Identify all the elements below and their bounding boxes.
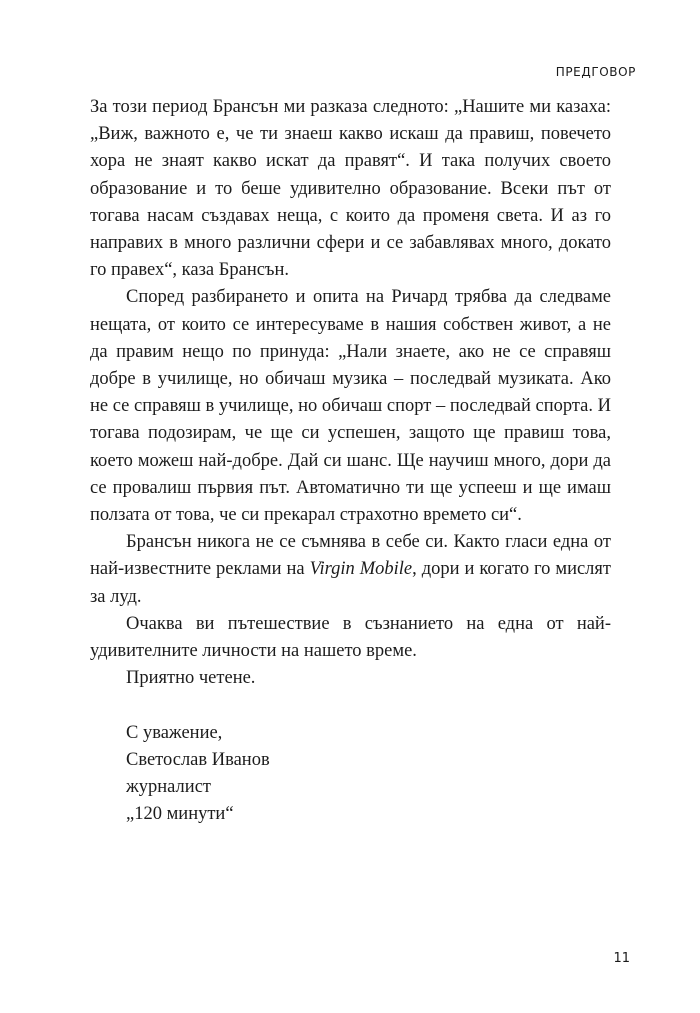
paragraph: Приятно четене. xyxy=(126,668,256,689)
paragraph: За този период Брансън ми разказа следното: „Нашите ми казаха: „Виж, важното е, че ти знаеш какво искаш да правиш, повечето хора не знаят какво искат да правят“. И така получих своето образование и то беше удивително образование. Всеки път от тогава насам създавах неща, с които да променя света. И аз го направих в много различни сфери и се забавлявах много, докато го правех“, каза Брансън. xyxy=(90,97,611,281)
paragraph: Очаква ви пътешествие в съзнанието на една от най-удивителните личности на нашето време. xyxy=(90,613,611,662)
signature-name: Светослав Иванов xyxy=(126,749,270,770)
paragraph: Според разбирането и опита на Ричард трябва да следваме нещата, от които се интересуваме в нашия собствен живот, а не да правим нещо по принуда: „Нали знаете, ако не се справяш добре в училище, но обичаш музика – последвай музиката. Ако не се справяш в училище, но обичаш спорт – последвай спорта. И тогава подозирам, че ще си успешен, защото ще правиш това, което можеш най-добре. Дай си шанс. Ще научиш много, дори да се провалиш първия път. Автоматично ти ще успееш и ще имаш ползата от това, че си прекарал страхотно времето си“. xyxy=(90,287,611,526)
paragraph-text: , дори и когато го мислят за луд. xyxy=(90,559,612,607)
brand-name: Virgin Mobile xyxy=(309,559,413,580)
spacer xyxy=(90,692,611,719)
paragraph-text: Брансън никога не се съмнява в себе си. Както гласи една от най-известните реклами на xyxy=(90,532,611,580)
signature-closing: С уважение, xyxy=(126,722,223,743)
signature-role: журналист xyxy=(126,777,211,798)
page-number: 11 xyxy=(613,951,630,966)
running-head: ПРЕДГОВОР xyxy=(555,65,636,79)
body-text xyxy=(90,94,611,828)
paragraph xyxy=(90,529,611,611)
signature-outlet: „120 минути“ xyxy=(126,804,234,825)
